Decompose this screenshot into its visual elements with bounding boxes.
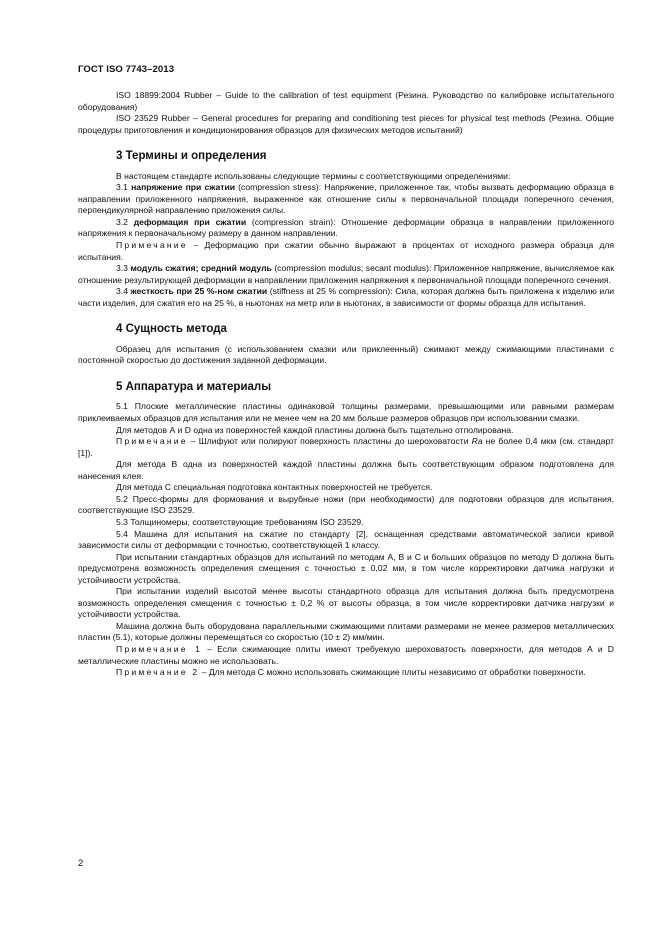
term-3-4-name: жесткость при 25 %-ном сжатии	[130, 286, 268, 297]
note-3-2: Примечание – Деформацию при сжатии обычно выражают в процентах от исходного размера образца для испытания.	[78, 240, 614, 262]
term-3-3-name: модуль сжатия; средний модуль	[130, 263, 272, 274]
note-label: Примечание	[116, 240, 188, 251]
reference-iso-18899: ISO 18899:2004 Rubber – Guide to the calibration of test equipment (Резина. Руководство по калибровке испытательного оборудования)	[78, 90, 614, 112]
clause-5-4-standard-specimens: При испытании стандартных образцов для испытаний по методам А, В и С и больших образцов по методу D должна быть предусмотрена возможность определения смещения с точностью ± 0,02 мм, в том числе корректировки датчика нагрузки и устойчивости устройства.	[78, 551, 614, 585]
note-5-1: Примечание – Шлифуют или полируют поверхность пластины до шероховатости Ra не более 0,4 мкм (см. стандарт [1]).	[78, 436, 614, 458]
section-4-title: 4 Сущность метода	[116, 323, 227, 336]
term-3-2: 3.2 деформация при сжатии (compression strain): Отношение деформации образца в направлении приложенного напряжения к первоначальному размеру в данном направлении.	[78, 216, 614, 239]
clause-5-4: 5.4 Машина для испытания на сжатие по стандарту [2], оснащенная средствами автоматической записи кривой зависимости силы от деформации с точностью, соответствующей 1 классу.	[78, 528, 614, 551]
term-3-4: 3.4 жесткость при 25 %-ном сжатии (stiffness at 25 % compression): Сила, которая должна быть приложена к изделию или части изделия, для сжатия его на 25 %, в ньютонах на метр или в ньютонах, в зависимости от формы образца для испытания.	[78, 286, 615, 308]
clause-5-2: 5.2 Пресс-формы для формования и вырубные ножи (при необходимости) для подготовки образцов для испытания, соответствующие ISO 23529.	[78, 493, 614, 516]
note-5-4-2: Примечание 2 – Для метода С можно использовать сжимающие плиты независимо от обработки поверхности.	[116, 667, 586, 678]
page-number: 2	[78, 858, 84, 869]
section-5-title: 5 Аппаратура и материалы	[116, 380, 272, 393]
reference-iso-23529: ISO 23529 Rubber – General procedures for preparing and conditioning test pieces for physical test methods (Резина. Общие процедуры приготовления и кондиционирования образцов для физических методов испытаний)	[78, 113, 614, 135]
note-label: Примечание	[116, 436, 188, 447]
clause-5-1: 5.1 Плоские металлические пластины одинаковой толщины размерами, превышающими или равными размерам приклеиваемых образцов для испытания или не менее чем на 20 мм больше размеров образцов при использовании смазки.	[78, 401, 614, 424]
section-3-intro: В настоящем стандарте использованы следующие термины с соответствующими определениями:	[116, 170, 511, 181]
clause-5-4-products: При испытании изделий высотой менее высоты стандартного образца для испытания должна быть предусмотрена возможность определения смещения с точностью ± 0,2 % от высоты образца, в том числе корректировки датчика нагрузки и устойчивости устройства.	[78, 586, 614, 620]
note-label: Примечание 2	[116, 667, 200, 678]
term-3-3: 3.3 модуль сжатия; средний модуль (compression modulus; secant modulus): Приложенное напряжение, вычисляемое как отношение результирующей деформации в направлении приложения напряжения к первоначальной площади поперечного сечения.	[78, 263, 614, 285]
clause-5-3: 5.3 Толщиномеры, соответствующие требованиям ISO 23529.	[116, 516, 364, 527]
clause-5-1-method-b: Для метода В одна из поверхностей каждой пластины должна быть соответствующим образом подготовлена для нанесения клея.	[78, 459, 614, 481]
term-3-1-name: напряжение при сжатии	[131, 182, 236, 193]
clause-5-1-methods-a-d: Для методов А и D одна из поверхностей каждой пластины должна быть тщательно отполирована.	[116, 424, 514, 435]
section-3-title: 3 Термины и определения	[116, 150, 267, 163]
note-5-4-1: Примечание 1 – Если сжимающие плиты имеют требуемую шероховатость поверхности, для методов А и D металлические пластины можно не использовать.	[78, 643, 614, 666]
document-body	[78, 90, 614, 679]
document-header: ГОСТ ISO 7743–2013	[78, 64, 175, 75]
note-label: Примечание 1	[116, 643, 203, 654]
term-3-1: 3.1 напряжение при сжатии (compression stress): Напряжение, приложенное так, чтобы вызвать деформацию образца в направлении приложенного напряжения, выраженное как отношение силы к первоначальной площади поперечного сечения, перпендикулярной направлению приложения силы.	[78, 182, 614, 216]
clause-5-4-plates: Машина должна быть оборудована параллельными сжимающими плитами размерами не менее размеров металлических пластин (5.1), которые должны перемещаться со скоростью (10 ± 2) мм/мин.	[78, 620, 614, 643]
clause-5-1-method-c: Для метода С специальная подготовка контактных поверхностей не требуется.	[116, 482, 433, 493]
section-4-text: Образец для испытания (с использованием смазки или приклеенный) сжимают между сжимающими пластинами с постоянной скоростью до достижения заданной деформации.	[78, 343, 614, 366]
term-3-2-name: деформация при сжатии	[133, 216, 247, 227]
